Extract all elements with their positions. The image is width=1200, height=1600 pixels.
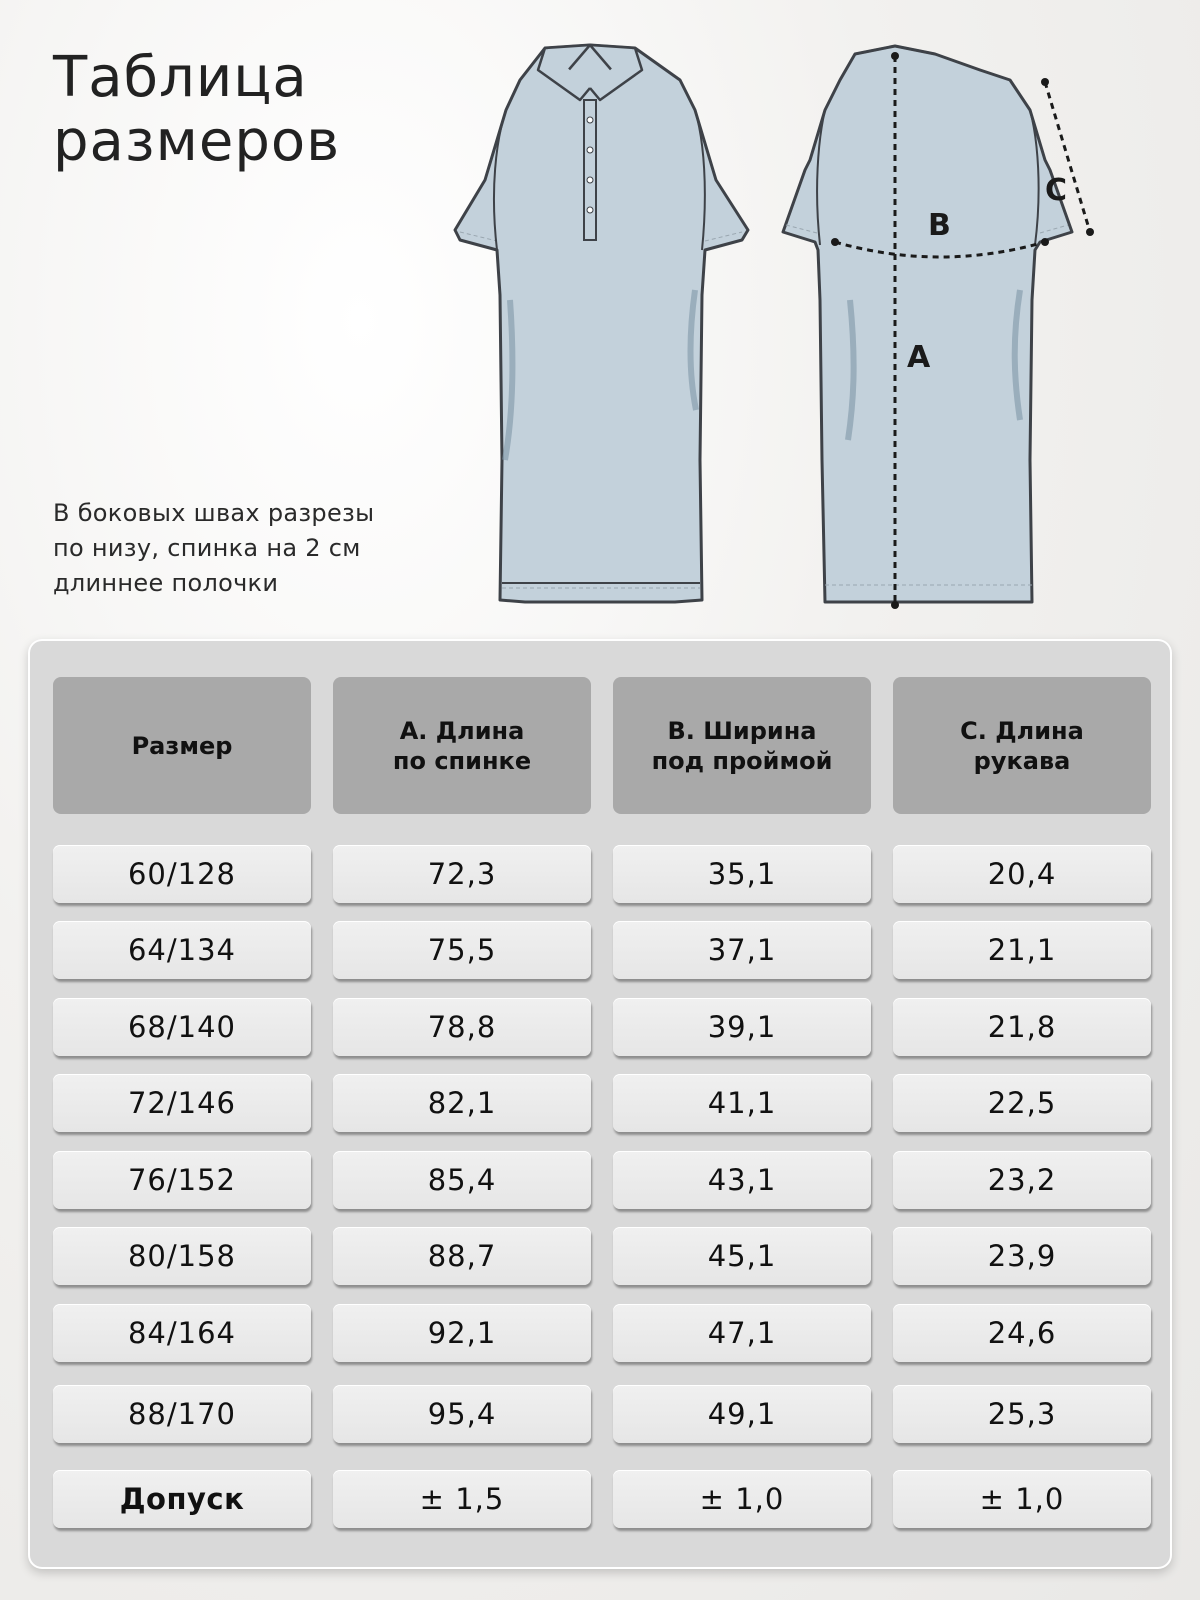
- table-cell-sleeve-length: 24,6: [893, 1304, 1151, 1362]
- table-cell-armhole-width: 45,1: [613, 1227, 871, 1285]
- table-cell-back-length: 78,8: [333, 998, 591, 1056]
- table-cell-sleeve-length: 21,1: [893, 921, 1151, 979]
- table-cell-size: 80/158: [53, 1227, 311, 1285]
- table-cell-size: 76/152: [53, 1151, 311, 1209]
- table-cell-size: 60/128: [53, 845, 311, 903]
- tolerance-label: Допуск: [53, 1470, 311, 1528]
- header-back-length: [333, 677, 591, 814]
- table-cell-armhole-width: 49,1: [613, 1385, 871, 1443]
- table-cell-armhole-width: 47,1: [613, 1304, 871, 1362]
- page-title: [53, 46, 340, 174]
- table-cell-size: 88/170: [53, 1385, 311, 1443]
- table-cell-size: 72/146: [53, 1074, 311, 1132]
- table-cell-back-length: 88,7: [333, 1227, 591, 1285]
- table-cell-sleeve-length: 23,2: [893, 1151, 1151, 1209]
- dress-front-illustration: [430, 40, 770, 620]
- table-cell-size: 68/140: [53, 998, 311, 1056]
- tolerance-sleeve-length: ± 1,0: [893, 1470, 1151, 1528]
- note-line-1: В боковых швах разрезы: [53, 499, 375, 527]
- garment-note: [53, 496, 433, 601]
- header-size-label: Размер: [131, 731, 233, 760]
- table-cell-sleeve-length: 21,8: [893, 998, 1151, 1056]
- table-cell-sleeve-length: 23,9: [893, 1227, 1151, 1285]
- table-cell-back-length: 72,3: [333, 845, 591, 903]
- note-line-3: длиннее полочки: [53, 569, 279, 597]
- table-cell-armhole-width: 43,1: [613, 1151, 871, 1209]
- header-sleeve-length-line-2: рукава: [973, 746, 1071, 775]
- table-cell-sleeve-length: 20,4: [893, 845, 1151, 903]
- tolerance-armhole-width: ± 1,0: [613, 1470, 871, 1528]
- title-line-2: размеров: [53, 109, 341, 174]
- header-sleeve-length: [893, 677, 1151, 814]
- header-sleeve-length-line-1: С. Длина: [960, 716, 1084, 745]
- table-cell-armhole-width: 37,1: [613, 921, 871, 979]
- measure-label-b: B: [928, 208, 951, 243]
- title-line-1: Таблица: [53, 45, 308, 110]
- header-back-length-line-1: А. Длина: [399, 716, 525, 745]
- tolerance-back-length: ± 1,5: [333, 1470, 591, 1528]
- table-cell-armhole-width: 41,1: [613, 1074, 871, 1132]
- header-back-length-line-2: по спинке: [392, 746, 532, 775]
- header-armhole-width-line-2: под проймой: [651, 746, 833, 775]
- dress-back-illustration: [780, 40, 1130, 620]
- table-cell-back-length: 75,5: [333, 921, 591, 979]
- measure-label-a: A: [907, 340, 931, 375]
- measure-label-c: C: [1045, 173, 1068, 208]
- header-armhole-width: [613, 677, 871, 814]
- table-cell-back-length: 92,1: [333, 1304, 591, 1362]
- table-cell-armhole-width: 35,1: [613, 845, 871, 903]
- header-armhole-width-line-1: В. Ширина: [667, 716, 817, 745]
- note-line-2: по низу, спинка на 2 см: [53, 534, 361, 562]
- table-cell-sleeve-length: 25,3: [893, 1385, 1151, 1443]
- table-cell-back-length: 95,4: [333, 1385, 591, 1443]
- header-size: [53, 677, 311, 814]
- table-cell-size: 84/164: [53, 1304, 311, 1362]
- table-cell-back-length: 82,1: [333, 1074, 591, 1132]
- table-cell-size: 64/134: [53, 921, 311, 979]
- table-cell-sleeve-length: 22,5: [893, 1074, 1151, 1132]
- table-cell-armhole-width: 39,1: [613, 998, 871, 1056]
- table-cell-back-length: 85,4: [333, 1151, 591, 1209]
